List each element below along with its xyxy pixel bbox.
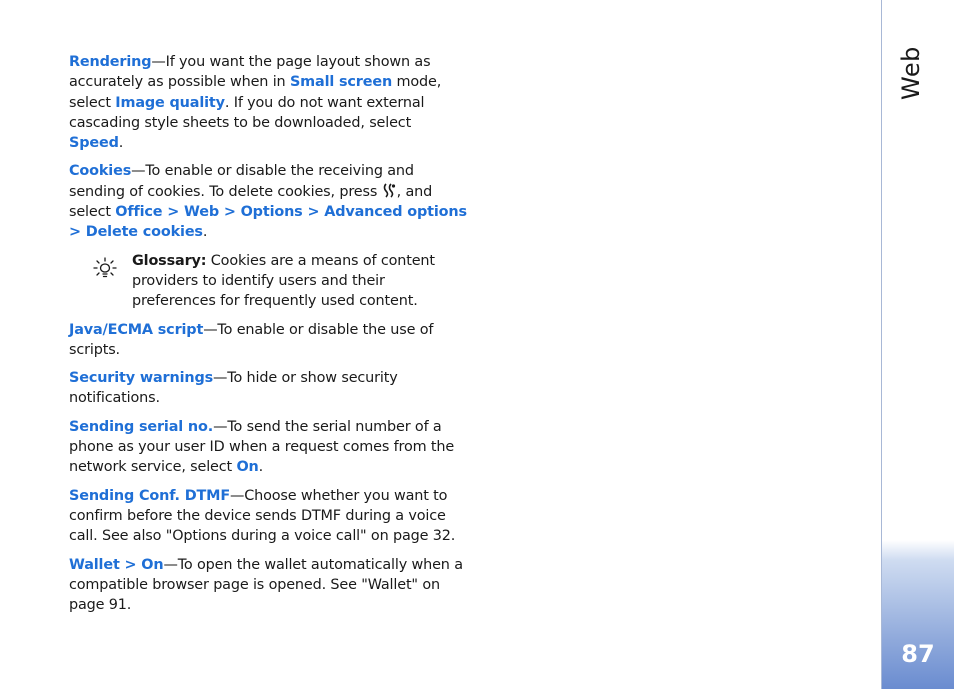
small-screen-option: Small screen [289,74,393,91]
rendering-paragraph: Rendering—If you want the page layout shown as accurately as possible when in Small screen mode, select Image quality. If you do not want external cascading style sheets to be downloaded, select Speed. [69,54,442,152]
side-tab [881,0,954,689]
delete-cookies-path: Office > Web > Options > Advanced options > Delete cookies [69,204,467,241]
wallet-term: Wallet > On [69,556,164,573]
glossary-text: Cookies are a means of content providers to identify users and their preferences for frequently used content. [132,252,435,310]
cookies-term: Cookies [69,163,132,180]
speed-option: Speed [69,135,119,152]
security-term: Security warnings [69,370,214,387]
lightbulb-tip-icon [92,257,118,279]
serial-term: Sending serial no. [69,418,214,435]
security-paragraph: Security warnings—To hide or show security notifications. [69,370,398,407]
menu-key-icon [383,183,396,198]
dtmf-term: Sending Conf. DTMF [69,487,231,504]
section-title: Web [897,46,925,100]
page-number: 87 [901,640,935,668]
java-paragraph: Java/ECMA script—To enable or disable the use of scripts. [69,321,434,358]
glossary-label: Glossary: [132,252,207,269]
glossary-note [69,251,469,312]
image-quality-option: Image quality [115,94,225,111]
on-option: On [236,459,259,476]
serial-paragraph: Sending serial no.—To send the serial number of a phone as your user ID when a request comes from the network service, select On. [69,418,455,476]
rendering-term: Rendering [69,54,152,70]
java-term: Java/ECMA script [69,321,204,338]
cookies-paragraph: Cookies—To enable or disable the receiving and sending of cookies. To delete cookies, press , and select Office > Web > Options > Advanced options > Delete cookies. [69,163,467,241]
page-body [69,52,469,623]
dtmf-paragraph: Sending Conf. DTMF—Choose whether you want to confirm before the device sends DTMF during a voice call. See also "Options during a voice call" on page 32. [69,487,456,545]
wallet-paragraph: Wallet > On—To open the wallet automatically when a compatible browser page is opened. See "Wallet" on page 91. [69,556,463,614]
